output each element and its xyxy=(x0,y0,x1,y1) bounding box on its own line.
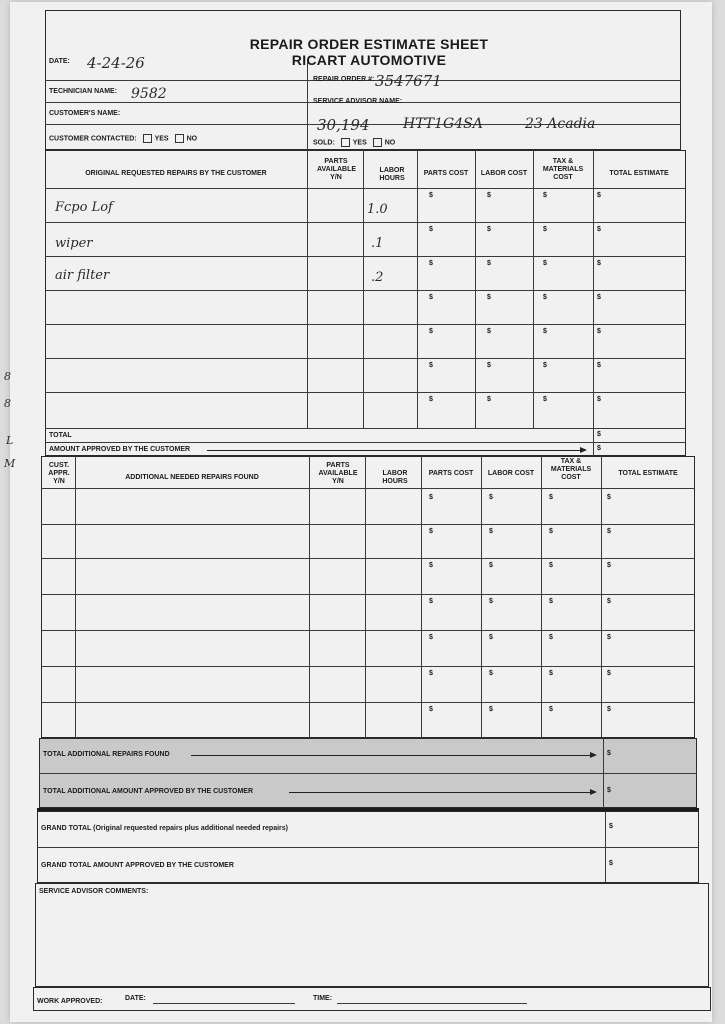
vehicle-code[interactable]: HTT1G4SA xyxy=(403,116,483,132)
currency-mark: $ xyxy=(543,260,547,267)
vehicle-model[interactable]: 23 Acadia xyxy=(525,116,596,132)
labor-hours-value[interactable]: 1.0 xyxy=(367,202,388,217)
approval-date-label: DATE: xyxy=(125,995,146,1002)
col-parts-available: PARTS AVAILABLE Y/N xyxy=(318,462,358,485)
sold-field xyxy=(313,138,395,147)
repair-order-form xyxy=(37,10,693,1012)
currency-mark: $ xyxy=(543,328,547,335)
col-labor-cost: LABOR COST xyxy=(480,170,528,177)
form-title: REPAIR ORDER ESTIMATE SHEET xyxy=(249,36,489,52)
total-additional-found-label: TOTAL ADDITIONAL REPAIRS FOUND xyxy=(43,751,170,758)
col-tax-materials: TAX & MATERIALS COST xyxy=(550,458,592,481)
currency-mark: $ xyxy=(487,192,491,199)
repair-order-label: REPAIR ORDER #: xyxy=(313,76,375,83)
col-total-estimate: TOTAL ESTIMATE xyxy=(618,470,678,477)
currency-mark: $ xyxy=(429,598,433,605)
currency-mark: $ xyxy=(429,494,433,501)
grand-total-label: GRAND TOTAL (Original requested repairs plus additional needed repairs) xyxy=(41,825,288,832)
currency-mark: $ xyxy=(597,192,601,199)
currency-mark: $ xyxy=(597,445,601,452)
currency-mark: $ xyxy=(487,362,491,369)
currency-mark: $ xyxy=(549,670,553,677)
arrow-icon xyxy=(207,450,585,451)
currency-mark: $ xyxy=(607,706,611,713)
currency-mark: $ xyxy=(429,362,433,369)
labor-hours-value[interactable]: .1 xyxy=(371,236,384,251)
sold-label: SOLD: xyxy=(313,139,335,147)
arrow-icon xyxy=(289,792,595,793)
currency-mark: $ xyxy=(543,362,547,369)
sold-no-checkbox[interactable] xyxy=(373,138,382,147)
col-cust-approved: CUST. APPR. Y/N xyxy=(48,462,70,485)
currency-mark: $ xyxy=(429,294,433,301)
currency-mark: $ xyxy=(429,226,433,233)
currency-mark: $ xyxy=(607,787,611,794)
currency-mark: $ xyxy=(487,294,491,301)
margin-note: L xyxy=(6,434,14,447)
currency-mark: $ xyxy=(597,226,601,233)
currency-mark: $ xyxy=(597,396,601,403)
repair-item[interactable]: air filter xyxy=(55,268,110,283)
currency-mark: $ xyxy=(429,396,433,403)
margin-note: 8 xyxy=(4,370,11,383)
currency-mark: $ xyxy=(429,528,433,535)
currency-mark: $ xyxy=(487,396,491,403)
margin-note: M xyxy=(4,457,16,470)
currency-mark: $ xyxy=(487,328,491,335)
col-parts-available: PARTS AVAILABLE Y/N xyxy=(317,158,357,181)
amount-approved-label: AMOUNT APPROVED BY THE CUSTOMER xyxy=(49,446,191,453)
technician-value[interactable]: 9582 xyxy=(131,86,167,102)
currency-mark: $ xyxy=(607,562,611,569)
col-tax-materials: TAX & MATERIALS COST xyxy=(542,158,584,181)
customer-contacted-label: CUSTOMER CONTACTED: xyxy=(49,135,137,143)
col-additional-repairs: ADDITIONAL NEEDED REPAIRS FOUND xyxy=(125,474,259,481)
approval-date-line[interactable] xyxy=(153,1003,295,1004)
currency-mark: $ xyxy=(549,598,553,605)
currency-mark: $ xyxy=(549,494,553,501)
currency-mark: $ xyxy=(429,192,433,199)
yes-label: YES xyxy=(154,135,169,143)
currency-mark: $ xyxy=(597,260,601,267)
col-labor-cost: LABOR COST xyxy=(487,470,535,477)
original-repairs-table xyxy=(45,150,686,456)
margin-note: 8 xyxy=(4,397,11,410)
currency-mark: $ xyxy=(609,860,613,867)
repair-order-value[interactable]: 3547671 xyxy=(375,72,442,90)
col-labor-hours: LABOR HOURS xyxy=(379,167,405,182)
repair-item[interactable]: wiper xyxy=(55,236,93,251)
col-original-repairs: ORIGINAL REQUESTED REPAIRS BY THE CUSTOMER xyxy=(85,170,267,177)
currency-mark: $ xyxy=(429,260,433,267)
currency-mark: $ xyxy=(429,670,433,677)
no-label: NO xyxy=(384,139,396,147)
currency-mark: $ xyxy=(597,328,601,335)
date-value[interactable]: 4-24-26 xyxy=(87,54,145,72)
total-label: TOTAL xyxy=(49,432,72,439)
currency-mark: $ xyxy=(549,706,553,713)
currency-mark: $ xyxy=(597,362,601,369)
currency-mark: $ xyxy=(549,528,553,535)
currency-mark: $ xyxy=(543,192,547,199)
grand-total-approved-label: GRAND TOTAL AMOUNT APPROVED BY THE CUSTOMER xyxy=(41,862,234,869)
currency-mark: $ xyxy=(607,598,611,605)
repair-item[interactable]: Fcpo Lof xyxy=(55,200,113,215)
currency-mark: $ xyxy=(549,562,553,569)
additional-repairs-table xyxy=(41,456,695,738)
total-additional-approved-label: TOTAL ADDITIONAL AMOUNT APPROVED BY THE CUSTOMER xyxy=(43,788,254,795)
comments-box[interactable] xyxy=(35,883,709,987)
customer-name-label: CUSTOMER'S NAME: xyxy=(49,110,121,117)
currency-mark: $ xyxy=(543,294,547,301)
yes-label: YES xyxy=(352,139,367,147)
currency-mark: $ xyxy=(489,528,493,535)
currency-mark: $ xyxy=(489,494,493,501)
currency-mark: $ xyxy=(597,431,601,438)
currency-mark: $ xyxy=(549,634,553,641)
currency-mark: $ xyxy=(607,634,611,641)
currency-mark: $ xyxy=(489,670,493,677)
currency-mark: $ xyxy=(489,598,493,605)
date-label: DATE: xyxy=(49,58,70,65)
service-advisor-label: SERVICE ADVISOR NAME: xyxy=(313,98,403,105)
col-total-estimate: TOTAL ESTIMATE xyxy=(609,170,669,177)
approval-time-line[interactable] xyxy=(337,1003,527,1004)
company-name: RICART AUTOMOTIVE xyxy=(291,52,447,68)
currency-mark: $ xyxy=(489,706,493,713)
no-label: NO xyxy=(186,135,198,143)
technician-label: TECHNICIAN NAME: xyxy=(49,88,118,95)
sold-yes-checkbox[interactable] xyxy=(341,138,350,147)
currency-mark: $ xyxy=(543,396,547,403)
col-parts-cost: PARTS COST xyxy=(428,470,474,477)
estimate-sheet xyxy=(4,2,712,1022)
col-labor-hours: LABOR HOURS xyxy=(382,470,408,485)
currency-mark: $ xyxy=(607,670,611,677)
currency-mark: $ xyxy=(543,226,547,233)
currency-mark: $ xyxy=(487,226,491,233)
currency-mark: $ xyxy=(607,750,611,757)
currency-mark: $ xyxy=(597,294,601,301)
currency-mark: $ xyxy=(429,634,433,641)
vehicle-mileage[interactable]: 30,194 xyxy=(317,116,370,134)
labor-hours-value[interactable]: .2 xyxy=(371,270,384,285)
currency-mark: $ xyxy=(607,494,611,501)
currency-mark: $ xyxy=(489,562,493,569)
currency-mark: $ xyxy=(607,528,611,535)
currency-mark: $ xyxy=(489,634,493,641)
customer-contacted-field xyxy=(49,134,197,143)
approval-time-label: TIME: xyxy=(313,995,333,1002)
currency-mark: $ xyxy=(609,823,613,830)
comments-label: SERVICE ADVISOR COMMENTS: xyxy=(39,888,149,895)
currency-mark: $ xyxy=(429,328,433,335)
currency-mark: $ xyxy=(487,260,491,267)
col-parts-cost: PARTS COST xyxy=(423,170,469,177)
currency-mark: $ xyxy=(429,706,433,713)
currency-mark: $ xyxy=(429,562,433,569)
contacted-yes-checkbox[interactable] xyxy=(143,134,152,143)
arrow-icon xyxy=(191,755,595,756)
contacted-no-checkbox[interactable] xyxy=(175,134,184,143)
work-approved-label: WORK APPROVED: xyxy=(37,998,103,1005)
